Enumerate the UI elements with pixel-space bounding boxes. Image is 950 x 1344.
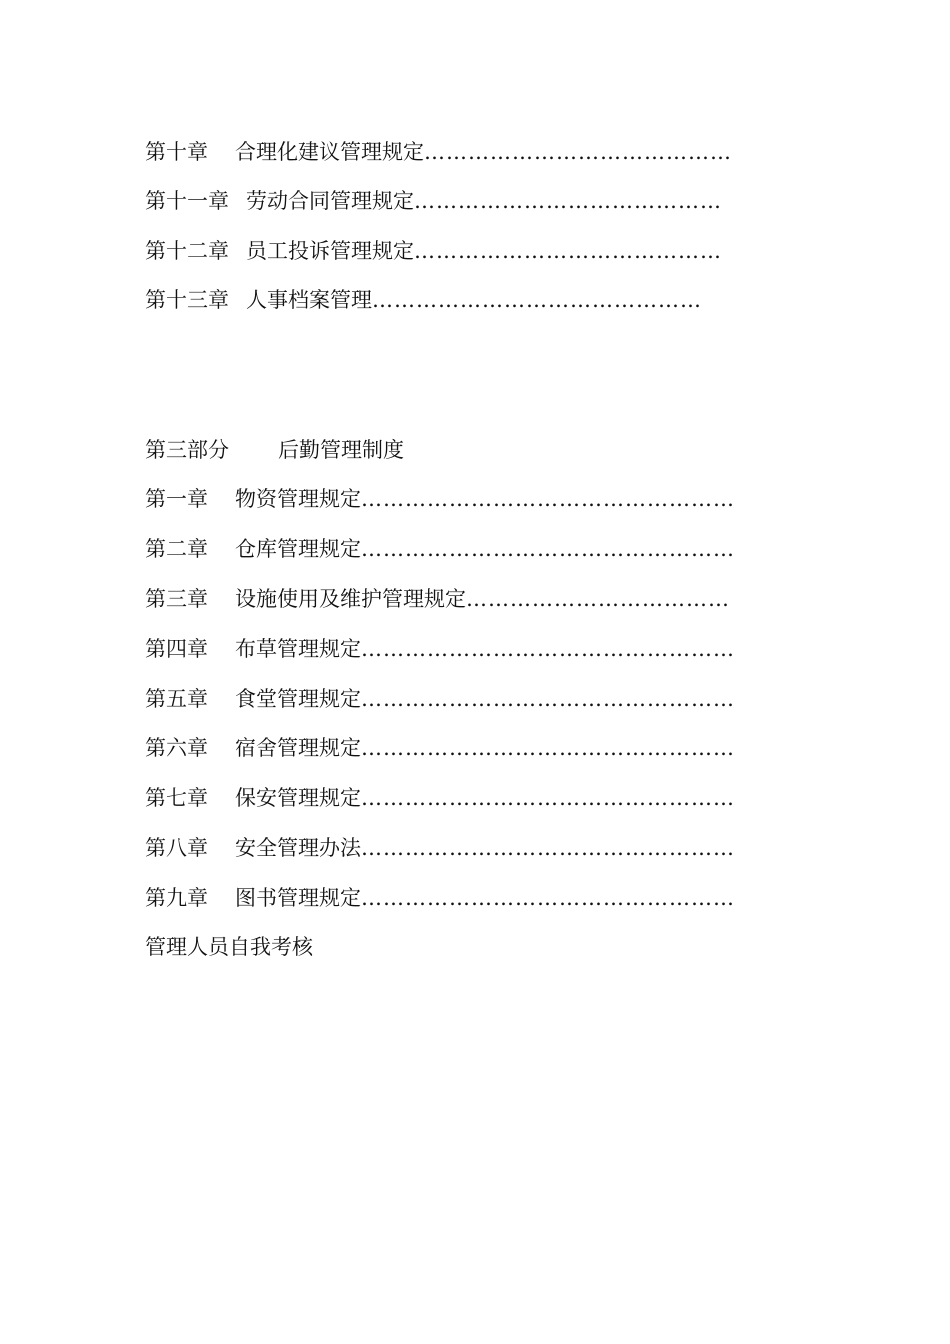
chapter-number: 第一章 <box>145 487 208 511</box>
toc-entry-chapter-8 <box>145 833 735 863</box>
toc-entry-chapter-3 <box>145 584 730 614</box>
chapter-number: 第十章 <box>145 140 208 164</box>
toc-entry-chapter-10 <box>145 137 732 167</box>
toc-entry-chapter-11 <box>145 186 722 216</box>
chapter-title: 设施使用及维护管理规定 <box>235 587 466 611</box>
dot-leader: …………………………………………… <box>361 836 735 860</box>
chapter-title: 仓库管理规定 <box>235 537 361 561</box>
dot-leader: …………………………………………… <box>361 786 735 810</box>
chapter-title: 保安管理规定 <box>235 786 361 810</box>
part-title: 后勤管理制度 <box>278 438 404 462</box>
toc-entry-self-assessment <box>145 932 313 962</box>
dot-leader: …………………………………… <box>424 140 732 164</box>
part-label: 第三部分 <box>145 438 229 462</box>
chapter-title: 人事档案管理 <box>246 288 372 312</box>
chapter-title: 员工投诉管理规定 <box>246 239 414 263</box>
toc-entry-chapter-1 <box>145 484 735 514</box>
chapter-title: 劳动合同管理规定 <box>246 189 414 213</box>
toc-entry-chapter-7 <box>145 783 735 813</box>
dot-leader: ……………………………………… <box>372 288 702 312</box>
dot-leader: …………………………………… <box>414 239 722 263</box>
toc-entry-chapter-6 <box>145 733 735 763</box>
chapter-title: 物资管理规定 <box>235 487 361 511</box>
chapter-number: 第十三章 <box>145 288 229 312</box>
toc-entry-chapter-13 <box>145 285 702 315</box>
chapter-number: 第二章 <box>145 537 208 561</box>
chapter-number: 第五章 <box>145 687 208 711</box>
dot-leader: …………………………………………… <box>361 537 735 561</box>
chapter-title: 图书管理规定 <box>235 886 361 910</box>
dot-leader: …………………………………………… <box>361 736 735 760</box>
toc-entry-chapter-4 <box>145 634 735 664</box>
chapter-title: 食堂管理规定 <box>235 687 361 711</box>
dot-leader: …………………………………………… <box>361 487 735 511</box>
toc-entry-chapter-12 <box>145 236 722 266</box>
chapter-number: 第三章 <box>145 587 208 611</box>
chapter-number: 第十二章 <box>145 239 229 263</box>
dot-leader: …………………………………………… <box>361 886 735 910</box>
chapter-title: 宿舍管理规定 <box>235 736 361 760</box>
chapter-number: 第七章 <box>145 786 208 810</box>
toc-entry-chapter-9 <box>145 883 735 913</box>
part-three-heading <box>145 435 404 465</box>
chapter-number: 第十一章 <box>145 189 229 213</box>
dot-leader: …………………………………………… <box>361 687 735 711</box>
chapter-number: 第八章 <box>145 836 208 860</box>
chapter-number: 第九章 <box>145 886 208 910</box>
chapter-title: 安全管理办法 <box>235 836 361 860</box>
chapter-title: 合理化建议管理规定 <box>235 140 424 164</box>
entry-title: 管理人员自我考核 <box>145 935 313 959</box>
chapter-title: 布草管理规定 <box>235 637 361 661</box>
chapter-number: 第四章 <box>145 637 208 661</box>
dot-leader: ……………………………… <box>466 587 730 611</box>
dot-leader: …………………………………………… <box>361 637 735 661</box>
toc-entry-chapter-2 <box>145 534 735 564</box>
chapter-number: 第六章 <box>145 736 208 760</box>
toc-entry-chapter-5 <box>145 684 735 714</box>
dot-leader: …………………………………… <box>414 189 722 213</box>
